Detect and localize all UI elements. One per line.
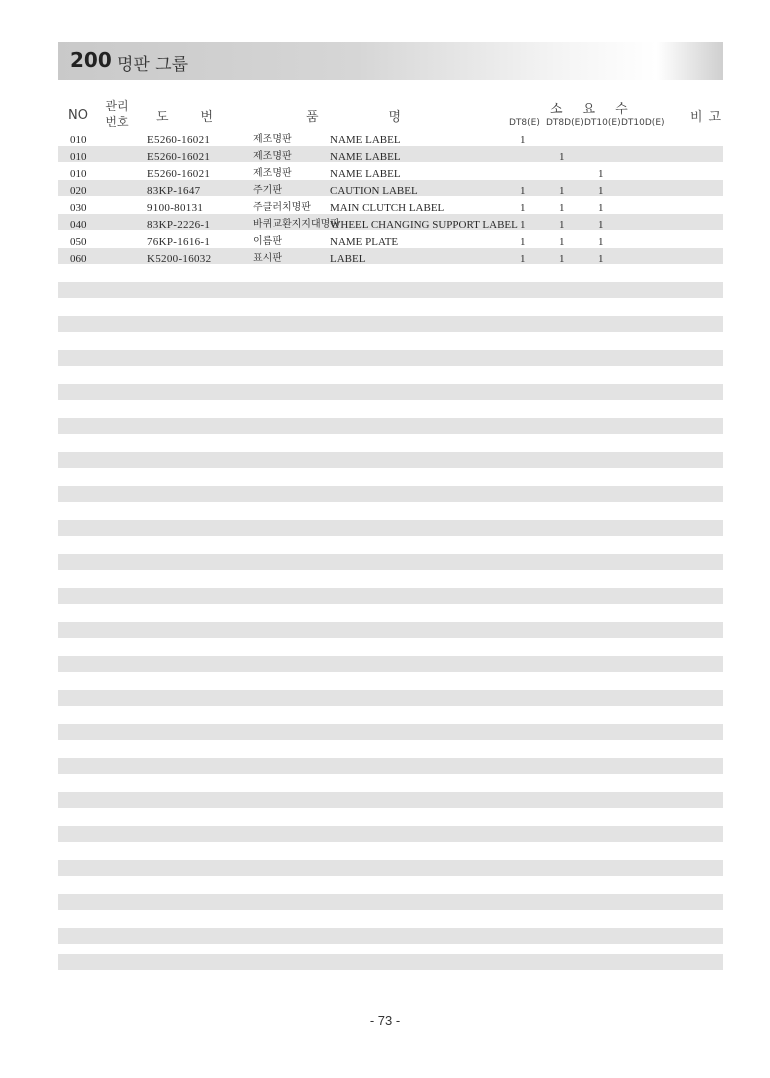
section-title: 명판 그룹 [117,55,189,75]
row-qty-dt8e: 1 [520,185,526,197]
column-header-management: 관리 번호 [105,99,129,129]
row-qty-dt10e: 1 [598,253,604,265]
row-qty-dt8de: 1 [559,219,565,231]
row-qty-dt8e: 1 [520,253,526,265]
row-english-name: LABEL [330,253,366,265]
row-korean-name: 제조명판 [253,151,292,162]
row-no: 030 [70,202,87,214]
row-qty-dt8de: 1 [559,236,565,248]
row-no: 010 [70,134,87,146]
row-drawing-number: 83KP-1647 [147,185,201,197]
table-row [58,234,723,250]
row-qty-dt8e: 1 [520,236,526,248]
row-qty-dt8e: 1 [520,134,526,146]
column-header-no: NO [68,108,88,123]
row-qty-dt8e: 1 [520,219,526,231]
row-qty-dt10e: 1 [598,168,604,180]
column-header-model-dt8de: DT8D(E) [546,118,584,128]
column-header-model-dt10de: DT10D(E) [621,118,665,128]
row-korean-name: 주기판 [253,185,282,196]
row-english-name: NAME LABEL [330,134,401,146]
row-korean-name: 표시판 [253,253,282,264]
row-korean-name: 주클러치명판 [253,202,311,213]
row-english-name: CAUTION LABEL [330,185,418,197]
row-drawing-number: E5260-16021 [147,168,211,180]
row-english-name: NAME PLATE [330,236,399,248]
row-drawing-number: K5200-16032 [147,253,212,265]
row-korean-name: 이름판 [253,236,282,247]
row-drawing-number: E5260-16021 [147,151,211,163]
row-korean-name: 제조명판 [253,134,292,145]
row-qty-dt8de: 1 [559,151,565,163]
row-no: 010 [70,168,87,180]
row-korean-name: 제조명판 [253,168,292,179]
section-number: 200 [70,48,112,72]
row-no: 010 [70,151,87,163]
row-qty-dt10e: 1 [598,202,604,214]
page-number: - 73 - [369,1013,401,1028]
row-no: 050 [70,236,87,248]
row-no: 060 [70,253,87,265]
table-row [58,200,723,216]
row-qty-dt10e: 1 [598,236,604,248]
row-qty-dt8de: 1 [559,202,565,214]
column-header-part-name: 품명 [306,110,472,125]
row-english-name: MAIN CLUTCH LABEL [330,202,445,214]
row-drawing-number: 76KP-1616-1 [147,236,211,248]
row-qty-dt8e: 1 [520,202,526,214]
column-header-quantity: 소요수 [550,102,648,117]
row-drawing-number: 9100-80131 [147,202,204,214]
row-english-name: NAME LABEL [330,151,401,163]
row-drawing-number: E5260-16021 [147,134,211,146]
row-qty-dt10e: 1 [598,219,604,231]
column-header-model-dt10e: DT10(E) [584,118,621,128]
row-qty-dt8de: 1 [559,253,565,265]
row-no: 040 [70,219,87,231]
table-row [58,166,723,182]
row-no: 020 [70,185,87,197]
column-header-drawing-number: 도번 [156,110,246,125]
table-row [58,251,723,267]
row-korean-name: 바퀴교환지지대명판 [253,219,340,230]
table-row [58,132,723,148]
table-row [58,183,723,199]
row-qty-dt10e: 1 [598,185,604,197]
table-row [58,149,723,165]
row-english-name: WHEEL CHANGING SUPPORT LABEL [330,219,518,231]
row-qty-dt8de: 1 [559,185,565,197]
row-english-name: NAME LABEL [330,168,401,180]
column-header-remarks: 비고 [690,110,728,125]
column-header-model-dt8e: DT8(E) [509,118,540,128]
table-row [58,217,723,233]
row-drawing-number: 83KP-2226-1 [147,219,211,231]
